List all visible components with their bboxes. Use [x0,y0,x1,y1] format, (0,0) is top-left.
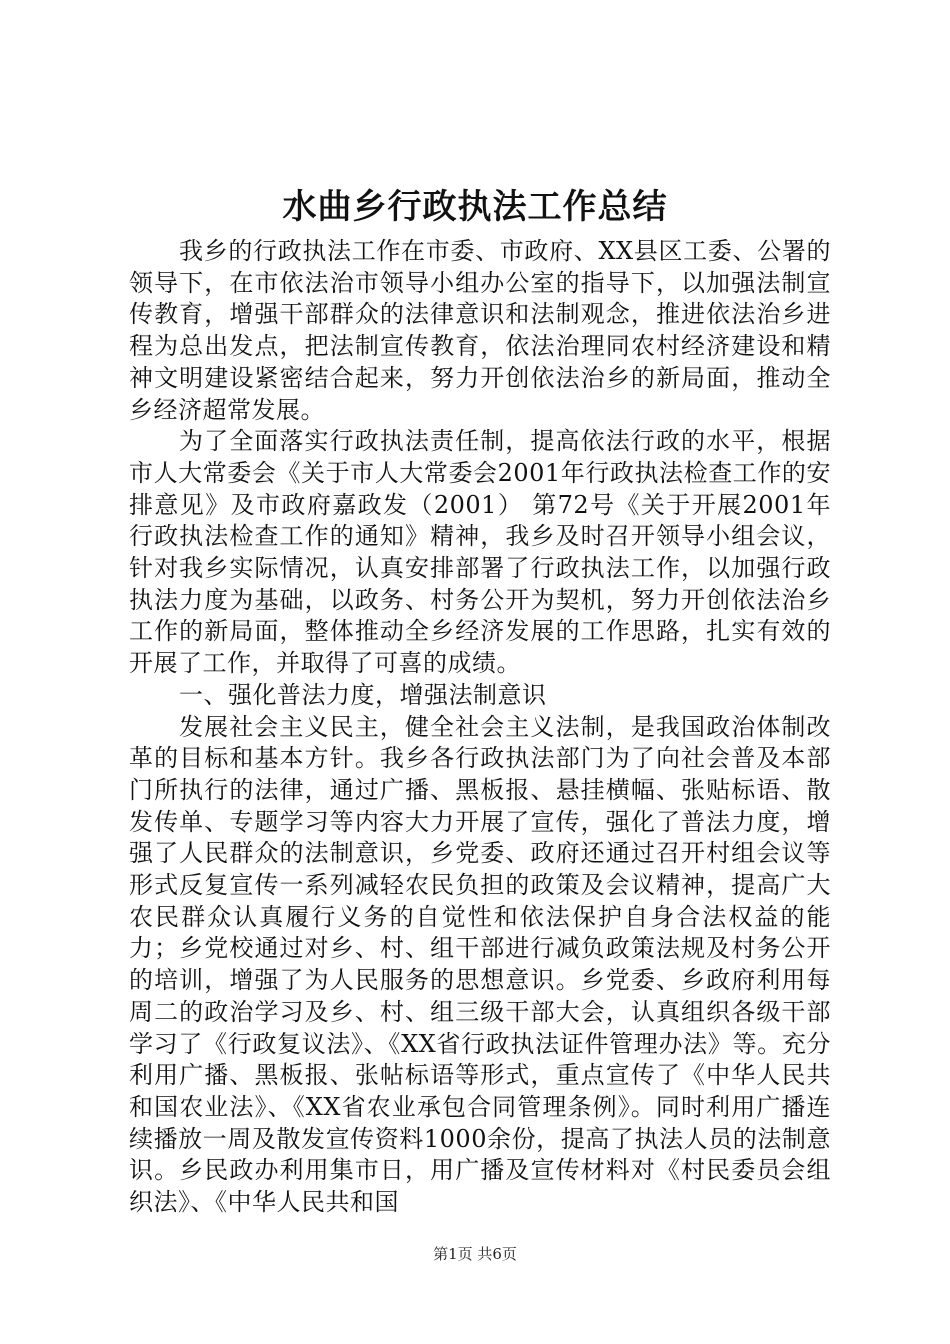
paragraph-section-1: 发展社会主义民主，健全社会主义法制，是我国政治体制改革的目标和基本方针。我乡各行政执法部门为了向社会普及本部门所执行的法律，通过广播、黑板报、悬挂横幅、张贴标语、散发传单、专题学习等内容大力开展了宣传，强化了普法力度，增强了人民群众的法制意识，乡党委、政府还通过召开村组会议等形式反复宣传一系列减轻农民负担的政策及会议精神，提高广大农民群众认真履行义务的自觉性和依法保护自身合法权益的能力；乡党校通过对乡、村、组干部进行减负政策法规及村务公开的培训，增强了为人民服务的思想意识。乡党委、乡政府利用每周二的政治学习及乡、村、组三级干部大会，认真组织各级干部学习了《行政复议法》、《XX省行政执法证件管理办法》等。充分利用广播、黑板报、张帖标语等形式，重点宣传了《中华人民共和国农业法》、《XX省农业承包合同管理条例》。同时利用广播连续播放一周及散发宣传资料1000余份，提高了执法人员的法制意识。乡民政办利用集市日，用广播及宣传材料对《村民委员会组织法》、《中华人民共和国 [129,712,831,1217]
section-heading-1: 一、强化普法力度，增强法制意识 [179,680,547,709]
paragraph-background: 为了全面落实行政执法责任制，提高依法行政的水平，根据市人大常委会《关于市人大常委会2001年行政执法检查工作的安排意见》及市政府嘉政发（2001） 第72号《关于开展2001年行政执法检查工作的通知》精神，我乡及时召开领导小组会议，针对我乡实际情况，认真安排部署了行政执法工作，以加强行政执法力度为基础，以政务、村务公开为契机，努力开创依法治乡工作的新局面，整体推动全乡经济发展的工作思路，扎实有效的开展了工作，并取得了可喜的成绩。 [129,427,831,678]
page-footer: 第1页 共6页 [433,1245,517,1263]
page-title: 水曲乡行政执法工作总结 [282,187,668,227]
paragraph-intro: 我乡的行政执法工作在市委、市政府、XX县区工委、公署的领导下，在市依法治市领导小组办公室的指导下，以加强法制宣传教育，增强干部群众的法律意识和法制观念，推进依法治乡进程为总出发点，把法制宣传教育，依法治理同农村经济建设和精神文明建设紧密结合起来，努力开创依法治乡的新局面，推动全乡经济超常发展。 [129,237,831,424]
document-body [129,236,831,1219]
